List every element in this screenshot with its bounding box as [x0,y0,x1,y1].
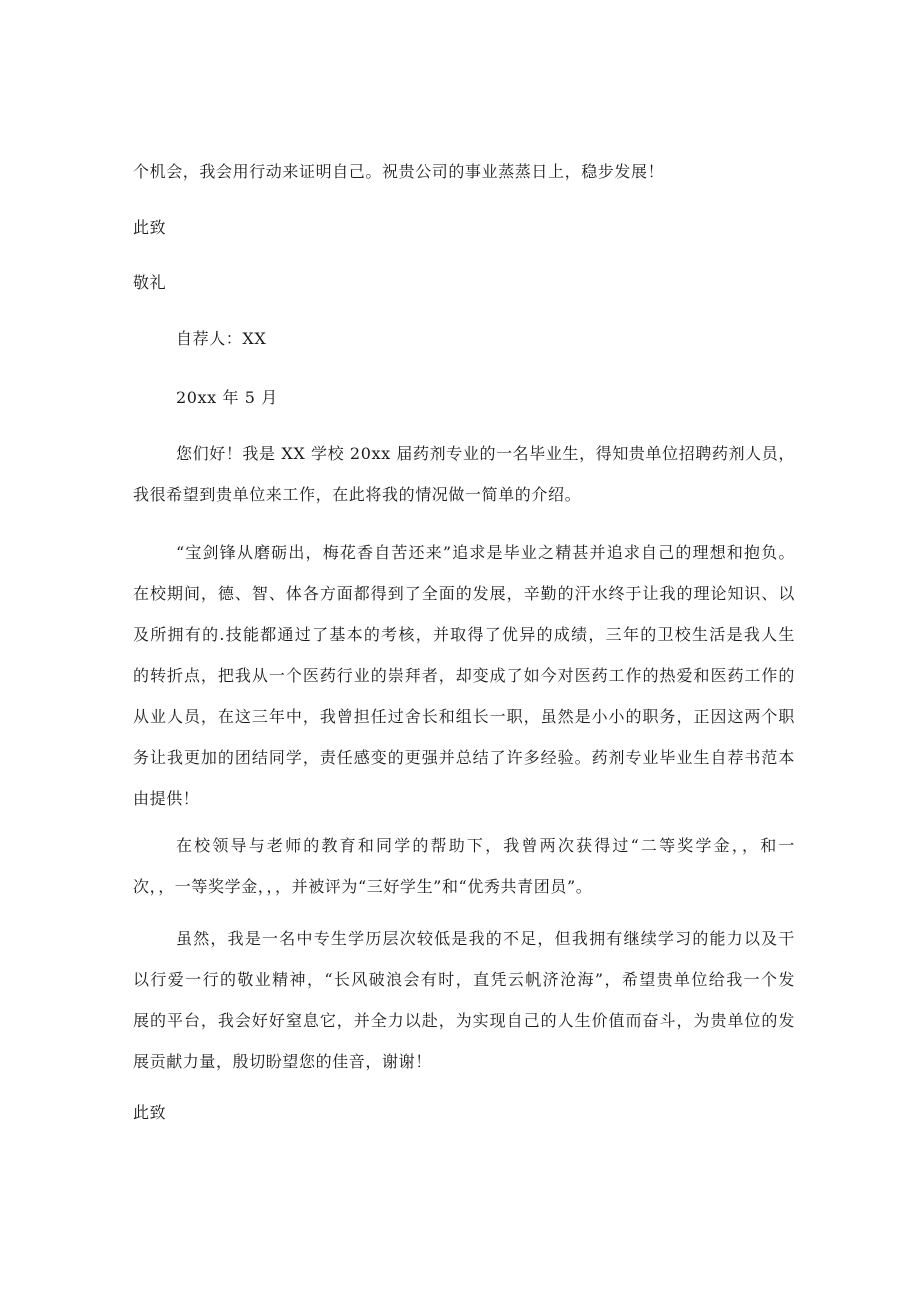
paragraph-line: 虽然，我是一名中专生学历层次较低是我的不足，但我拥有继续学习的能力以及干 [176,929,795,948]
paragraph-line: “宝剑锋从磨砺出，梅花香自苦还来”追求是毕业之精甚并追求自己的理想和抱负。 [176,543,795,562]
closing-line: 个机会，我会用行动来证明自己。祝贵公司的事业蒸蒸日上，稳步发展！ [133,162,665,181]
date: 20xx 年 5 月 [176,388,278,407]
paragraph-aspiration [133,928,795,1092]
paragraph-line: 以行爱一行的敬业精神，“长风破浪会有时，直凭云帆济沧海”，希望贵单位给我一个发 [133,970,795,989]
paragraph-line: 的转折点，把我从一个医药行业的崇拜者，却变成了如今对医药工作的热爱和医药工作的 [133,666,795,685]
signer: 自荐人：XX [176,329,267,348]
paragraph-line: 由提供！ [133,789,200,808]
paragraph-background [133,542,795,829]
salutation: 此致 [133,1103,167,1122]
paragraph-line: 在校期间，德、智、体各方面都得到了全面的发展，辛勤的汗水终于让我的理论知识、以 [133,584,795,603]
paragraph-line: 您们好！我是 XX 学校 20xx 届药剂专业的一名毕业生，得知贵单位招聘药剂人员， [176,444,795,463]
respect-closing: 敬礼 [133,273,167,292]
paragraph-line: 在校领导与老师的教育和同学的帮助下，我曾两次获得过“二等奖学金，，和一 [176,836,795,855]
paragraph-line: 展的平台，我会好好窒息它，并全力以赴，为实现自己的人生价值而奋斗，为贵单位的发 [133,1011,795,1030]
paragraph-awards [133,835,795,917]
paragraph-line: 及所拥有的.技能都通过了基本的考核，并取得了优异的成绩，三年的卫校生活是我人生 [133,625,795,644]
paragraph-line: 展贡献力量，殷切盼望您的佳音，谢谢！ [133,1052,432,1071]
paragraph-line: 从业人员，在这三年中，我曾担任过舍长和组长一职，虽然是小小的职务，正因这两个职 [133,707,795,726]
salutation: 此致 [133,218,167,237]
paragraph-line: 我很希望到贵单位来工作，在此将我的情况做一简单的介绍。 [133,485,582,504]
paragraph-greeting [133,443,795,525]
paragraph-line: 次，，一等奖学金，，，并被评为“三好学生”和“优秀共青团员”。 [133,877,593,896]
paragraph-line: 务让我更加的团结同学，责任感变的更强并总结了许多经验。药剂专业毕业生自荐书范本 [133,748,795,767]
